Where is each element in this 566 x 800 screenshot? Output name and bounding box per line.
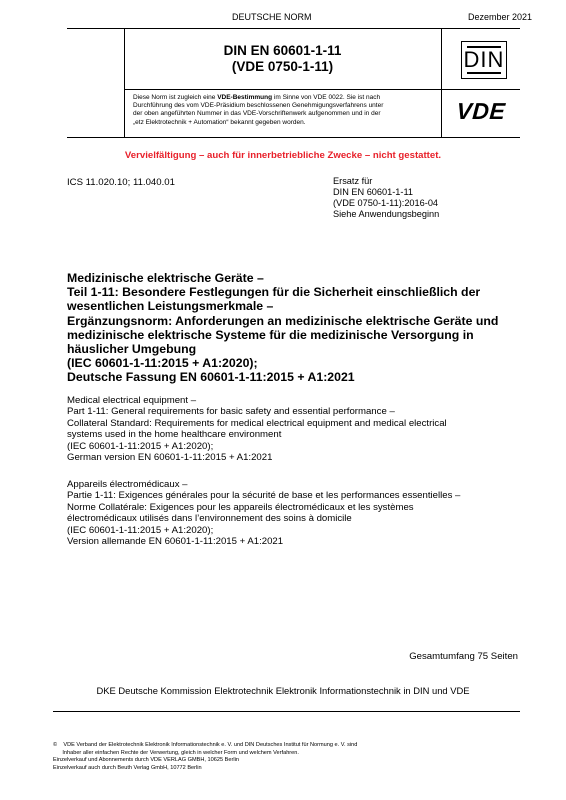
title-french-line: Version allemande EN 60601-1-11:2015 + A1:2021 [67, 536, 284, 548]
title-box-right-rule [441, 28, 442, 137]
norm-label: DEUTSCHE NORM [232, 12, 312, 22]
footer-line: Einzelverkauf und Abonnements durch VDE VERLAG GMBH, 10625 Berlin [53, 757, 239, 764]
footer-rule [53, 711, 520, 712]
title-german-line: Teil 1-11: Besondere Festlegungen für die Sicherheit einschließlich der [67, 285, 481, 300]
title-german-line: wesentlichen Leistungsmerkmale – [67, 299, 274, 314]
title-english-line: (IEC 60601-1-11:2015 + A1:2020); [67, 440, 214, 452]
title-french [67, 479, 460, 547]
notice-text: der oben angeführten Nummer in das VDE-Vorschriftenwerk aufgenommen und in der [133, 110, 381, 118]
title-english-line: Collateral Standard: Requirements for medical electrical equipment and medical electrical [67, 417, 447, 429]
replacement-line: Ersatz für [333, 176, 373, 186]
title-box-bottom-rule [67, 137, 520, 138]
notice-text: Durchführung des vom VDE-Präsidium beschlossenen Genehmigungsverfahrens unter [133, 102, 384, 110]
footer-line: © VDE Verband der Elektrotechnik Elektronik Informationstechnik e. V. und DIN Deutsches Institut für Normung e. V. sind [53, 742, 358, 748]
title-english-line: Medical electrical equipment – [67, 395, 197, 406]
vde-logo: VDE [455, 98, 507, 124]
title-german-line: medizinische elektrische Systeme für die medizinische Versorgung in [67, 327, 474, 342]
replacement-line: Siehe Anwendungsbeginn [333, 209, 440, 219]
notice-line [133, 119, 433, 127]
notice-text: im Sinne von VDE 0022. Sie ist nach [272, 94, 381, 101]
title-english-line: German version EN 60601-1-11:2015 + A1:2021 [67, 452, 273, 464]
title-french-line: Appareils électromédicaux – [67, 479, 188, 490]
title-french-line: (IEC 60601-1-11:2015 + A1:2020); [67, 524, 214, 536]
replacement-line: (VDE 0750-1-11):2016-04 [333, 198, 439, 208]
title-french-line: électromédicaux utilisés dans l’environnement des soins à domicile [67, 513, 352, 525]
notice-text: Diese Norm ist zugleich eine [133, 94, 218, 101]
din-number: DIN EN 60601-1-11 [223, 43, 342, 58]
copyright-footer [53, 742, 357, 773]
header-rule [67, 28, 520, 29]
title-german-line: Deutsche Fassung EN 60601-1-11:2015 + A1:2021 [67, 370, 355, 385]
notice-line [133, 102, 433, 110]
notice-line [133, 110, 433, 118]
title-french-line: Partie 1-11: Exigences générales pour la sécurité de base et les performances essentielles – [67, 490, 461, 502]
replacement-info [333, 176, 439, 220]
title-english-line: Part 1-11: General requirements for basic safety and essential performance – [67, 406, 395, 418]
vde-notice [133, 94, 433, 127]
din-logo-text: DIN [463, 47, 505, 72]
notice-text: „etz Elektrotechnik + Automation“ bekannt gegeben worden. [133, 118, 306, 126]
title-german-line: häuslicher Umgebung [67, 342, 197, 357]
replacement-line: DIN EN 60601-1-11 [333, 187, 414, 197]
title-german [67, 271, 498, 385]
ics-codes: ICS 11.020.10; 11.040.01 [67, 177, 175, 188]
din-logo [461, 41, 507, 79]
total-pages: Gesamtumfang 75 Seiten [409, 651, 518, 662]
title-german-line: Medizinische elektrische Geräte – [67, 271, 264, 285]
title-french-line: Norme Collatérale: Exigences pour les appareils électromédicaux et les systèmes [67, 501, 414, 513]
title-box-divider [124, 89, 520, 90]
din-logo-bottom-bar [467, 72, 501, 74]
title-german-line: Ergänzungsnorm: Anforderungen an medizinische elektrische Geräte und [67, 313, 499, 328]
footer-line: Inhaber aller einfachen Rechte der Verwertung, gleich in welcher Form und welchem Verfahren. [53, 749, 299, 756]
vde-number: (VDE 0750-1-11) [231, 59, 334, 74]
footer-line: Einzelverkauf auch durch Beuth Verlag GmbH, 10772 Berlin [53, 765, 202, 772]
copy-warning: Vervielfältigung – auch für innerbetriebliche Zwecke – nicht gestattet. [124, 150, 442, 161]
title-english [67, 395, 447, 463]
title-german-line: (IEC 60601-1-11:2015 + A1:2020); [67, 356, 258, 371]
standard-number-block [124, 43, 441, 75]
dke-line: DKE Deutsche Kommission Elektrotechnik Elektronik Informationstechnik in DIN und VDE [96, 685, 470, 696]
publication-date: Dezember 2021 [468, 12, 533, 22]
notice-line [133, 94, 433, 102]
notice-emphasis: VDE-Bestimmung [217, 94, 273, 101]
title-english-line: systems used in the home healthcare environment [67, 429, 282, 441]
